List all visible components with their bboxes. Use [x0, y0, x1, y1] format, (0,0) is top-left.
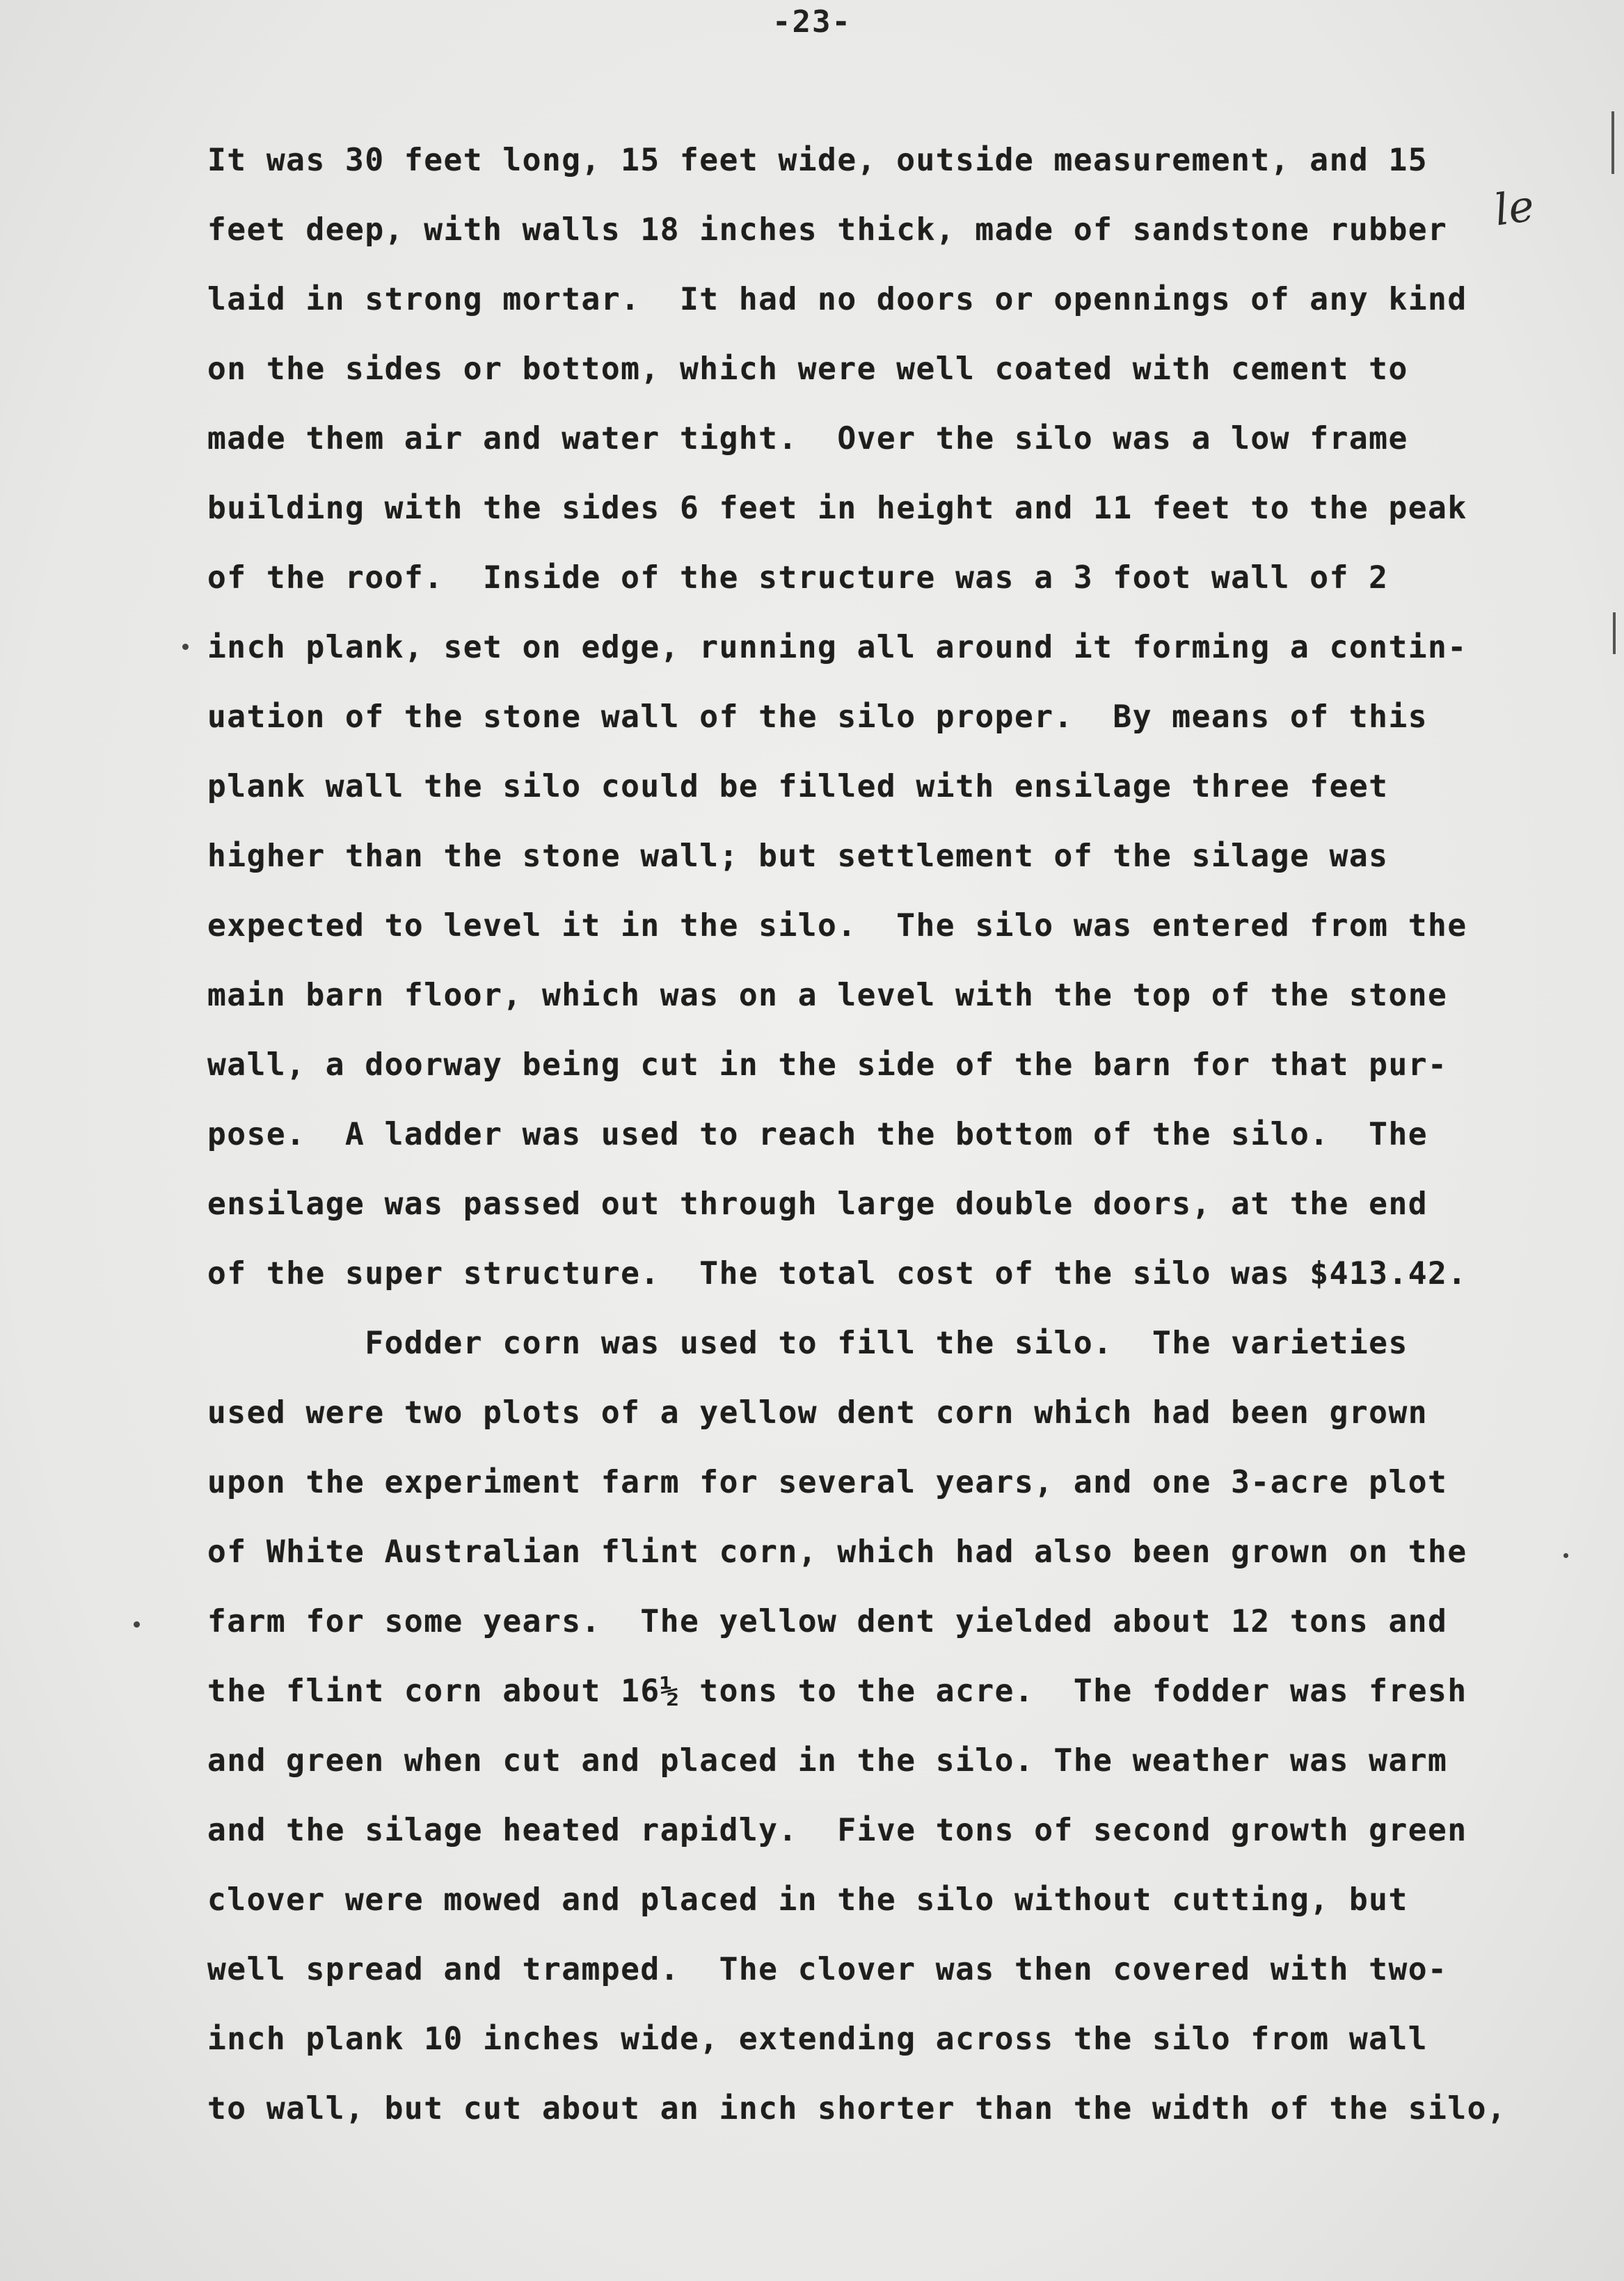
text-line: farm for some years. The yellow dent yielded about 12 tons and: [207, 1604, 1448, 1639]
text-line: plank wall the silo could be filled with ensilage three feet: [207, 769, 1389, 804]
text-line: building with the sides 6 feet in height and 11 feet to the peak: [207, 491, 1467, 526]
handwritten-correction: le: [1491, 180, 1538, 236]
text-line: inch plank, set on edge, running all around it forming a contin-: [207, 630, 1467, 665]
text-line: of the super structure. The total cost of the silo was $413.42.: [207, 1256, 1467, 1291]
speck-mark: [1563, 1553, 1568, 1558]
speck-mark: [134, 1621, 140, 1628]
edge-mark: [1611, 111, 1614, 174]
text-line: and the silage heated rapidly. Five tons of second growth green: [207, 1813, 1467, 1848]
text-line: main barn floor, which was on a level with the top of the stone: [207, 978, 1448, 1013]
text-line: inch plank 10 inches wide, extending across the silo from wall: [207, 2021, 1428, 2057]
text-line: on the sides or bottom, which were well coated with cement to: [207, 351, 1408, 387]
text-line: laid in strong mortar. It had no doors or opennings of any kind: [207, 282, 1467, 317]
text-line: and green when cut and placed in the silo. The weather was warm: [207, 1743, 1448, 1779]
text-line: pose. A ladder was used to reach the bottom of the silo. The: [207, 1117, 1428, 1152]
text-line: made them air and water tight. Over the silo was a low frame: [207, 421, 1408, 456]
text-line: to wall, but cut about an inch shorter than the width of the silo,: [207, 2091, 1507, 2127]
text-line: Fodder corn was used to fill the silo. The varieties: [207, 1326, 1408, 1361]
text-line: clover were mowed and placed in the silo without cutting, but: [207, 1882, 1408, 1918]
text-line: feet deep, with walls 18 inches thick, made of sandstone rubber: [207, 212, 1448, 248]
speck-mark: [182, 644, 189, 650]
text-line: the flint corn about 16½ tons to the acre. The fodder was fresh: [207, 1674, 1467, 1709]
text-line: higher than the stone wall; but settlement of the silage was: [207, 839, 1389, 874]
text-line: ensilage was passed out through large double doors, at the end: [207, 1186, 1428, 1222]
text-line: uation of the stone wall of the silo proper. By means of this: [207, 699, 1428, 735]
text-line: of the roof. Inside of the structure was a 3 foot wall of 2: [207, 560, 1389, 596]
page-number: -23-: [772, 4, 852, 40]
edge-mark: [1613, 612, 1616, 654]
text-line: used were two plots of a yellow dent corn which had been grown: [207, 1395, 1428, 1431]
text-line: well spread and tramped. The clover was then covered with two-: [207, 1952, 1448, 1987]
text-line: of White Australian flint corn, which had also been grown on the: [207, 1534, 1467, 1570]
text-line: expected to level it in the silo. The silo was entered from the: [207, 908, 1467, 944]
text-line: upon the experiment farm for several years, and one 3-acre plot: [207, 1465, 1448, 1500]
text-line: wall, a doorway being cut in the side of the barn for that pur-: [207, 1047, 1448, 1083]
text-line: It was 30 feet long, 15 feet wide, outside measurement, and 15: [207, 143, 1428, 178]
